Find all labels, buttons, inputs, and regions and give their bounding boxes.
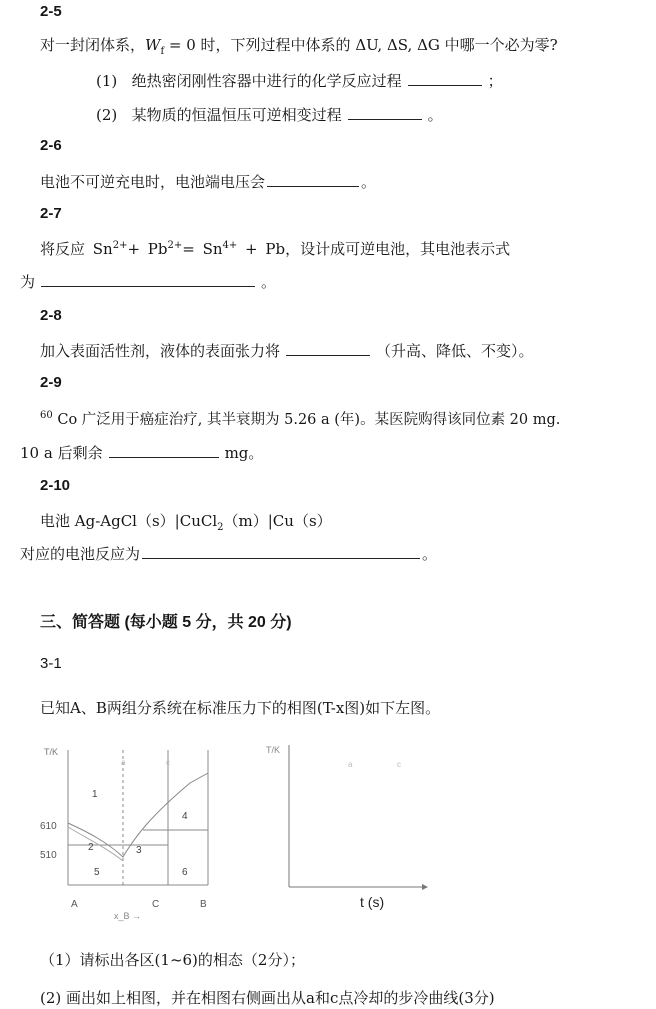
point-label: a [121,758,126,767]
answer-blank[interactable] [41,272,255,287]
question-2-5-item-1: (1) 绝热密闭刚性容器中进行的化学反应过程 ； [96,72,503,90]
question-2-10-line2: 对应的电池反应为 。 [20,545,438,563]
question-2-7-line2: 为 。 [20,273,277,291]
region-label: 3 [136,845,142,856]
answer-blank[interactable] [348,105,422,120]
answer-blank[interactable] [408,71,482,86]
y-axis-label: T/K [44,747,59,757]
tick-label: 610 [40,821,57,832]
y-axis-label: T/K [266,745,281,755]
question-number-2-9: 2-9 [40,374,62,391]
answer-blank[interactable] [267,172,359,187]
answer-blank[interactable] [142,544,420,559]
answer-blank[interactable] [286,341,370,356]
x-label: C [152,899,160,910]
question-number-3-1: 3-1 [40,655,62,672]
region-label: 1 [92,789,98,800]
x-axis-arrow [422,884,428,890]
region-label: 4 [182,811,188,822]
region-label: 6 [182,867,188,878]
question-3-1-sub-1: （1）请标出各区(1~6)的相态（2分）； [40,951,305,969]
question-3-1-sub-2: (2) 画出如上相图，并在相图右侧画出从a和c点冷却的步冷曲线(3分) [40,989,495,1007]
answer-blank[interactable] [109,443,219,458]
phase-diagram [40,735,220,925]
question-number-2-8: 2-8 [40,307,62,324]
tick-label: 510 [40,850,57,861]
x-label: B [200,899,207,910]
question-2-6-text: 电池不可逆充电时，电池端电压会 。 [40,173,377,191]
question-number-2-10: 2-10 [40,477,71,494]
x-axis-label: x_B → [114,911,142,921]
question-2-9-line2: 10 a 后剩余 mg。 [20,444,264,462]
region-label: 2 [88,842,94,853]
question-number-2-7: 2-7 [40,205,62,222]
question-2-7-text: 将反应 $Sn^{2+}+ Pb^{2+}= Sn^{4+} + Pb$，设计成可逆电池，其电池表示式 [40,240,511,258]
point-label: c [166,758,170,767]
question-number-2-6: 2-6 [40,137,62,154]
question-2-10-cell: 电池 Ag-AgCl（s）|CuCl$_2$（m）|Cu（s） [40,512,332,533]
question-2-5-stem: 对一封闭体系，$W_f = 0$ 时，下列过程中体系的 ΔU, ΔS, ΔG 中哪一个必为零? [40,36,558,57]
point-label: a [348,760,353,769]
question-number-2-5: 2-5 [40,3,62,20]
question-2-9-text: $^{60}$ Co 广泛用于癌症治疗, 其半衰期为 5.26 a (年)。某医院购得该同位素 20 mg. [40,410,561,428]
x-label: A [71,899,78,910]
region-label: 5 [94,867,100,878]
x-axis-label: t (s) [360,894,385,910]
section-3-title: 三、简答题 (每小题 5 分，共 20 分) [40,614,292,631]
point-label: c [397,760,401,769]
question-3-1-stem: 已知A、B两组分系统在标准压力下的相图(T-x图)如下左图。 [40,699,441,717]
question-2-5-item-2: (2) 某物质的恒温恒压可逆相变过程 。 [96,106,443,124]
question-2-8-text: 加入表面活性剂，液体的表面张力将 （升高、降低、不变）。 [40,342,534,360]
cooling-curve-plot [262,735,442,915]
